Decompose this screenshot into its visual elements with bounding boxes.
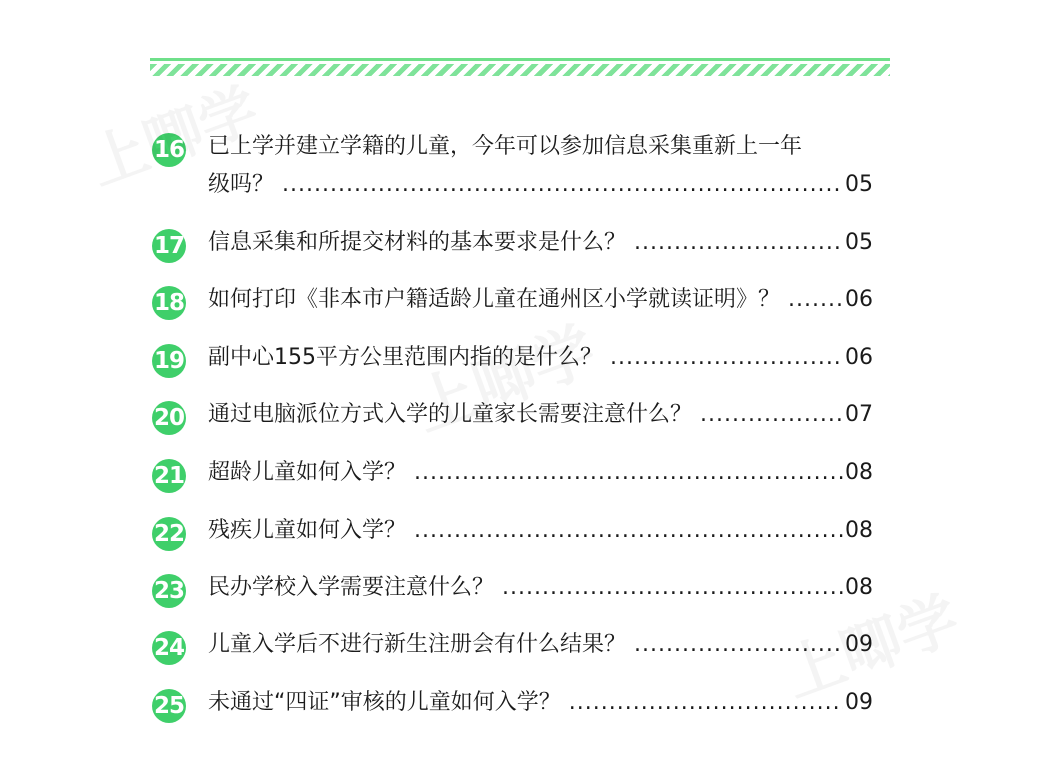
question-text: 信息采集和所提交材料的基本要求是什么？ [208, 230, 627, 255]
item-number-badge: 22 [150, 517, 188, 551]
item-number-badge: 24 [150, 631, 188, 665]
page-number: 05 [845, 172, 873, 197]
question-line [208, 573, 873, 603]
question-line [208, 228, 873, 258]
question-text: 儿童入学后不进行新生注册会有什么结果？ [208, 632, 627, 657]
dot-leader [414, 516, 843, 546]
dot-leader [282, 170, 843, 200]
page-number: 05 [845, 230, 873, 255]
item-number-badge: 23 [150, 574, 188, 608]
item-number-badge: 25 [150, 689, 188, 723]
page-number: 09 [845, 690, 873, 715]
question-text: 残疾儿童如何入学？ [208, 518, 407, 543]
page-number: 06 [845, 287, 873, 312]
item-number-badge: 17 [150, 229, 188, 263]
question-line [208, 688, 873, 718]
question-line [208, 285, 873, 315]
page-number: 08 [845, 460, 873, 485]
question-line [208, 170, 873, 200]
dot-leader [610, 343, 843, 373]
dot-leader [502, 573, 843, 603]
question-text: 已上学并建立学籍的儿童，今年可以参加信息采集重新上一年 [208, 134, 803, 159]
page-number: 07 [845, 402, 873, 427]
dot-leader [634, 228, 843, 258]
item-number-badge: 19 [150, 344, 188, 378]
header-hatch-band [150, 64, 890, 76]
question-line [208, 458, 873, 488]
question-line [208, 132, 873, 162]
dot-leader [634, 630, 843, 660]
question-text: 副中心155平方公里范围内指的是什么？ [208, 345, 602, 370]
page-number: 08 [845, 575, 873, 600]
page-number: 08 [845, 518, 873, 543]
question-text: 级吗？ [208, 172, 275, 197]
page-number: 06 [845, 345, 873, 370]
page-number: 09 [845, 632, 873, 657]
question-text: 如何打印《非本市户籍适龄儿童在通州区小学就读证明》？ [208, 287, 781, 312]
question-line [208, 516, 873, 546]
question-line [208, 343, 873, 373]
dot-leader [569, 688, 843, 718]
dot-leader [700, 400, 843, 430]
dot-leader [414, 458, 843, 488]
item-number-badge: 16 [150, 133, 188, 167]
question-text: 超龄儿童如何入学？ [208, 460, 407, 485]
question-text: 通过电脑派位方式入学的儿童家长需要注意什么？ [208, 402, 693, 427]
item-number-badge: 20 [150, 401, 188, 435]
question-line [208, 630, 873, 660]
item-number-badge: 21 [150, 459, 188, 493]
question-text: 民办学校入学需要注意什么？ [208, 575, 495, 600]
dot-leader [788, 285, 843, 315]
header-rule [150, 58, 890, 61]
question-text: 未通过“四证”审核的儿童如何入学？ [208, 690, 561, 715]
question-line [208, 400, 873, 430]
item-number-badge: 18 [150, 286, 188, 320]
